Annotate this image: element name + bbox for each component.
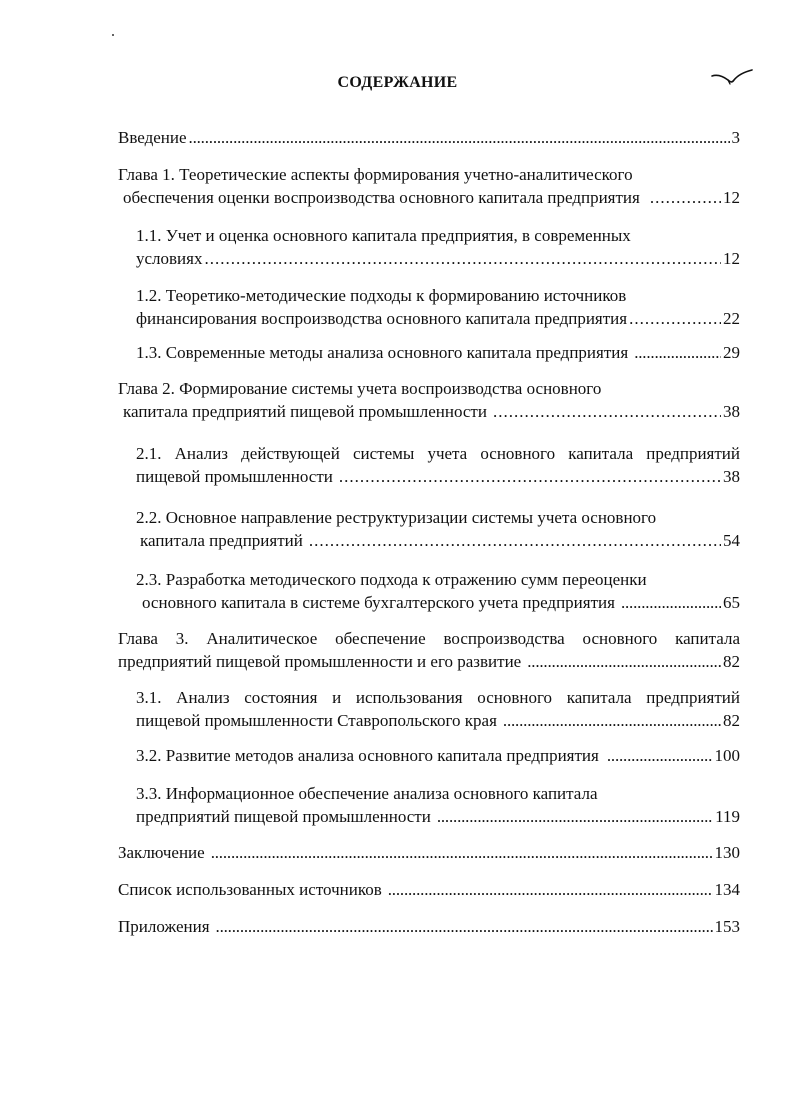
dot-leader (189, 126, 730, 149)
toc-entry-chapter-2[interactable] (118, 377, 740, 423)
toc-entry-text: Приложения (118, 917, 210, 936)
toc-entry-sources[interactable] (118, 878, 740, 901)
toc-entry-text: 1.1. Учет и оценка основного капитала предприятия, в современных (136, 226, 631, 245)
toc-entry-intro[interactable] (118, 126, 740, 149)
toc-page-number: 38 (723, 467, 740, 486)
toc-page-number: 12 (723, 188, 740, 207)
toc-entry-text: Глава 3. Аналитическое обеспечение воспроизводства основного капитала (118, 629, 740, 648)
toc-entry-text: 2.1. Анализ действующей системы учета основного капитала предприятий (136, 444, 740, 463)
toc-page-number: 134 (714, 880, 740, 899)
toc-page-number: 29 (723, 343, 740, 362)
toc-entry-section-3-2[interactable] (136, 744, 740, 767)
dot-leader (437, 805, 713, 828)
toc-entry-section-1-2[interactable] (136, 284, 740, 330)
dot-leader (211, 841, 713, 864)
toc-entry-text: 3.3. Информационное обеспечение анализа основного капитала (136, 784, 598, 803)
toc-entry-text: Список использованных источников (118, 880, 382, 899)
toc-entry-appendix[interactable] (118, 915, 740, 938)
dot-leader (503, 709, 721, 732)
dot-leader (634, 341, 721, 364)
toc-entry-text: Глава 2. Формирование системы учета воспроизводства основного (118, 379, 602, 398)
toc-entry-text: 1.3. Современные методы анализа основного капитала предприятия (136, 343, 629, 362)
toc-entry-section-1-1[interactable] (136, 224, 740, 270)
dot-leader (629, 307, 721, 330)
toc-page-number: 153 (714, 917, 740, 936)
toc-entry-section-3-3[interactable] (136, 782, 740, 828)
dot-leader (527, 650, 721, 673)
dot-leader (216, 915, 713, 938)
toc-entry-text: основного капитала в системе бухгалтерского учета предприятия (142, 593, 615, 612)
toc-entry-chapter-1[interactable] (118, 163, 740, 209)
toc-page-number: 82 (723, 652, 740, 671)
toc-entry-text: капитала предприятий (140, 531, 303, 550)
toc-entry-text: 1.2. Теоретико-методические подходы к формированию источников (136, 286, 627, 305)
toc-entry-text: 3.1. Анализ состояния и использования основного капитала предприятий (136, 688, 740, 707)
toc-page-number: 3 (731, 128, 740, 147)
toc-entry-text: пищевой промышленности Ставропольского края (136, 711, 497, 730)
toc-entry-text: условиях (136, 249, 203, 268)
toc-page-number: 100 (714, 746, 740, 765)
toc-page-number: 38 (723, 402, 740, 421)
toc-page-number: 12 (723, 249, 740, 268)
dot-leader (621, 591, 721, 614)
toc-page-number: 130 (714, 843, 740, 862)
toc-entry-text: обеспечения оценки воспроизводства основного капитала предприятия (123, 188, 640, 207)
toc-page-number: 82 (723, 711, 740, 730)
toc-entry-text: капитала предприятий пищевой промышленности (123, 402, 487, 421)
dot-leader (388, 878, 713, 901)
dot-leader (339, 465, 721, 488)
dot-leader (607, 744, 713, 767)
dot-leader (204, 247, 721, 270)
toc-entry-text: финансирования воспроизводства основного капитала предприятия (136, 309, 628, 328)
toc-entry-section-2-2[interactable] (136, 506, 740, 552)
toc-entry-section-2-1[interactable] (136, 442, 740, 488)
toc-entry-text: Введение (118, 128, 187, 147)
toc-page-number: 65 (723, 593, 740, 612)
toc-entry-section-1-3[interactable] (136, 341, 740, 364)
toc-entry-text: Глава 1. Теоретические аспекты формирования учетно-аналитического (118, 165, 633, 184)
toc-entry-text: 2.2. Основное направление реструктуризации системы учета основного (136, 508, 657, 527)
toc-entry-text: 2.3. Разработка методического подхода к отражению сумм переоценки (136, 570, 647, 589)
toc-entry-text: Заключение (118, 843, 205, 862)
dot-leader (650, 186, 721, 209)
toc-entry-text: предприятий пищевой промышленности и его развитие (118, 652, 522, 671)
scan-speck (112, 34, 114, 36)
dot-leader (309, 529, 721, 552)
toc-entry-text: предприятий пищевой промышленности (136, 807, 431, 826)
toc-entry-text: 3.2. Развитие методов анализа основного капитала предприятия (136, 746, 599, 765)
page-title: СОДЕРЖАНИЕ (337, 74, 458, 91)
toc-page-number: 22 (723, 309, 740, 328)
toc-entry-conclusion[interactable] (118, 841, 740, 864)
toc-page-number: 54 (723, 531, 740, 550)
toc-entry-section-2-3[interactable] (136, 568, 740, 614)
toc-entry-section-3-1[interactable] (136, 686, 740, 732)
dot-leader (493, 400, 721, 423)
toc-page-number: 119 (715, 807, 740, 826)
toc-entry-chapter-3[interactable] (118, 627, 740, 673)
toc-entry-text: пищевой промышленности (136, 467, 333, 486)
